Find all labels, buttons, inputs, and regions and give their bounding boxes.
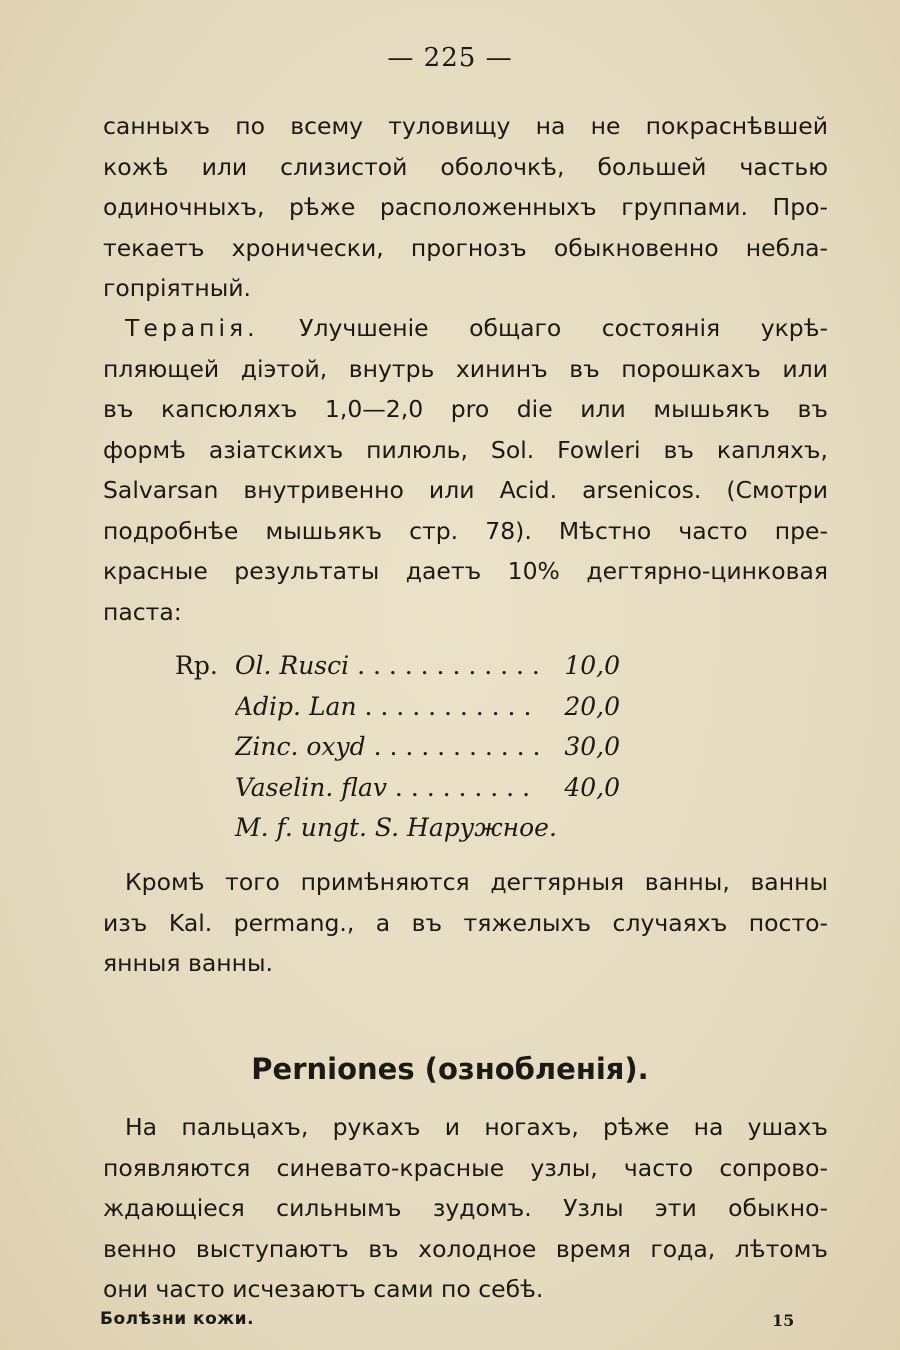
therapy-paragraph [103,308,828,632]
paragraph-perniones [103,1107,828,1310]
prescription [175,646,695,849]
ingredient-quantity: 10,0 [564,651,620,680]
ingredient-name: Zinc. oxyd . . . [235,727,540,768]
prescription-prefix: Rp. [175,651,218,680]
prescription-signature: M. f. ungt. S. Наружное. [235,813,557,842]
text-line: одиночныхъ, рѣже расположенныхъ группами. Про- [103,193,828,221]
page-number: — 225 — [387,43,513,73]
prescription-row [175,646,695,687]
text-fragment: Улучшеніе общаго состоянія укрѣ- [299,314,828,342]
section-heading: Perniones (ознобленія). [251,1052,649,1086]
text-line: текаетъ хронически, прогнозъ обыкновенно небла- [103,233,828,262]
text-line: паста: [103,597,182,626]
text-line: Salvarsan внутривенно или Acid. arsenicos. (Смотри [103,476,828,504]
therapy-first-line [103,308,828,349]
prescription-signature-row [175,808,695,849]
text-line: пляющей діэтой, внутрь хининъ въ порошкахъ или [103,354,828,383]
prescription-row [175,727,695,768]
text-line: янныя ванны. [103,949,274,977]
text-line: красные результаты даетъ 10% дегтярно-цинковая [103,557,828,585]
ingredient-name: Vaselin. flav . . . [235,768,540,809]
ingredient-quantity: 20,0 [564,691,620,721]
text-line: формѣ азіатскихъ пилюль, Sol. Fowleri въ капляхъ, [103,435,828,464]
text-line: На пальцахъ, рукахъ и ногахъ, рѣже на ушахъ [125,1113,828,1141]
text-line: санныхъ по всему туловищу на не покраснѣвшей [103,112,828,140]
ingredient-name: Adip. Lan . . . [235,687,540,728]
ingredient-name: Ol. Rusci . . . [235,646,540,687]
text-line: изъ Kal. permang., а въ тяжелыхъ случаяхъ посто- [103,908,828,937]
footer-signature-mark: 15 [772,1311,795,1330]
text-line: они часто исчезаютъ сами по себѣ. [103,1275,544,1303]
footer-book-title: Болѣзни кожи. [100,1309,255,1329]
text-line: ждающіеся сильнымъ зудомъ. Узлы эти обыкно- [103,1194,828,1222]
therapy-label: Терапія. [125,314,259,342]
text-line: гопріятный. [103,274,252,302]
ingredient-quantity: 30,0 [564,732,620,761]
text-line: подробнѣе мышьякъ стр. 78). Мѣстно часто пре- [103,516,828,545]
text-line: въ капсюляхъ 1,0—2,0 pro die или мышьякъ въ [103,395,828,423]
paragraph-continued [103,106,828,309]
text-line: Кромѣ того примѣняются дегтярныя ванны, ванны [125,868,828,896]
paragraph-baths [103,862,828,984]
ingredient-quantity: 40,0 [564,772,620,802]
prescription-row [175,768,695,809]
text-line: появляются синевато-красные узлы, часто сопрово- [103,1153,828,1182]
prescription-row [175,687,695,728]
text-line: кожѣ или слизистой оболочкѣ, большей частью [103,152,828,181]
text-line: венно выступаютъ въ холодное время года, лѣтомъ [103,1234,828,1263]
